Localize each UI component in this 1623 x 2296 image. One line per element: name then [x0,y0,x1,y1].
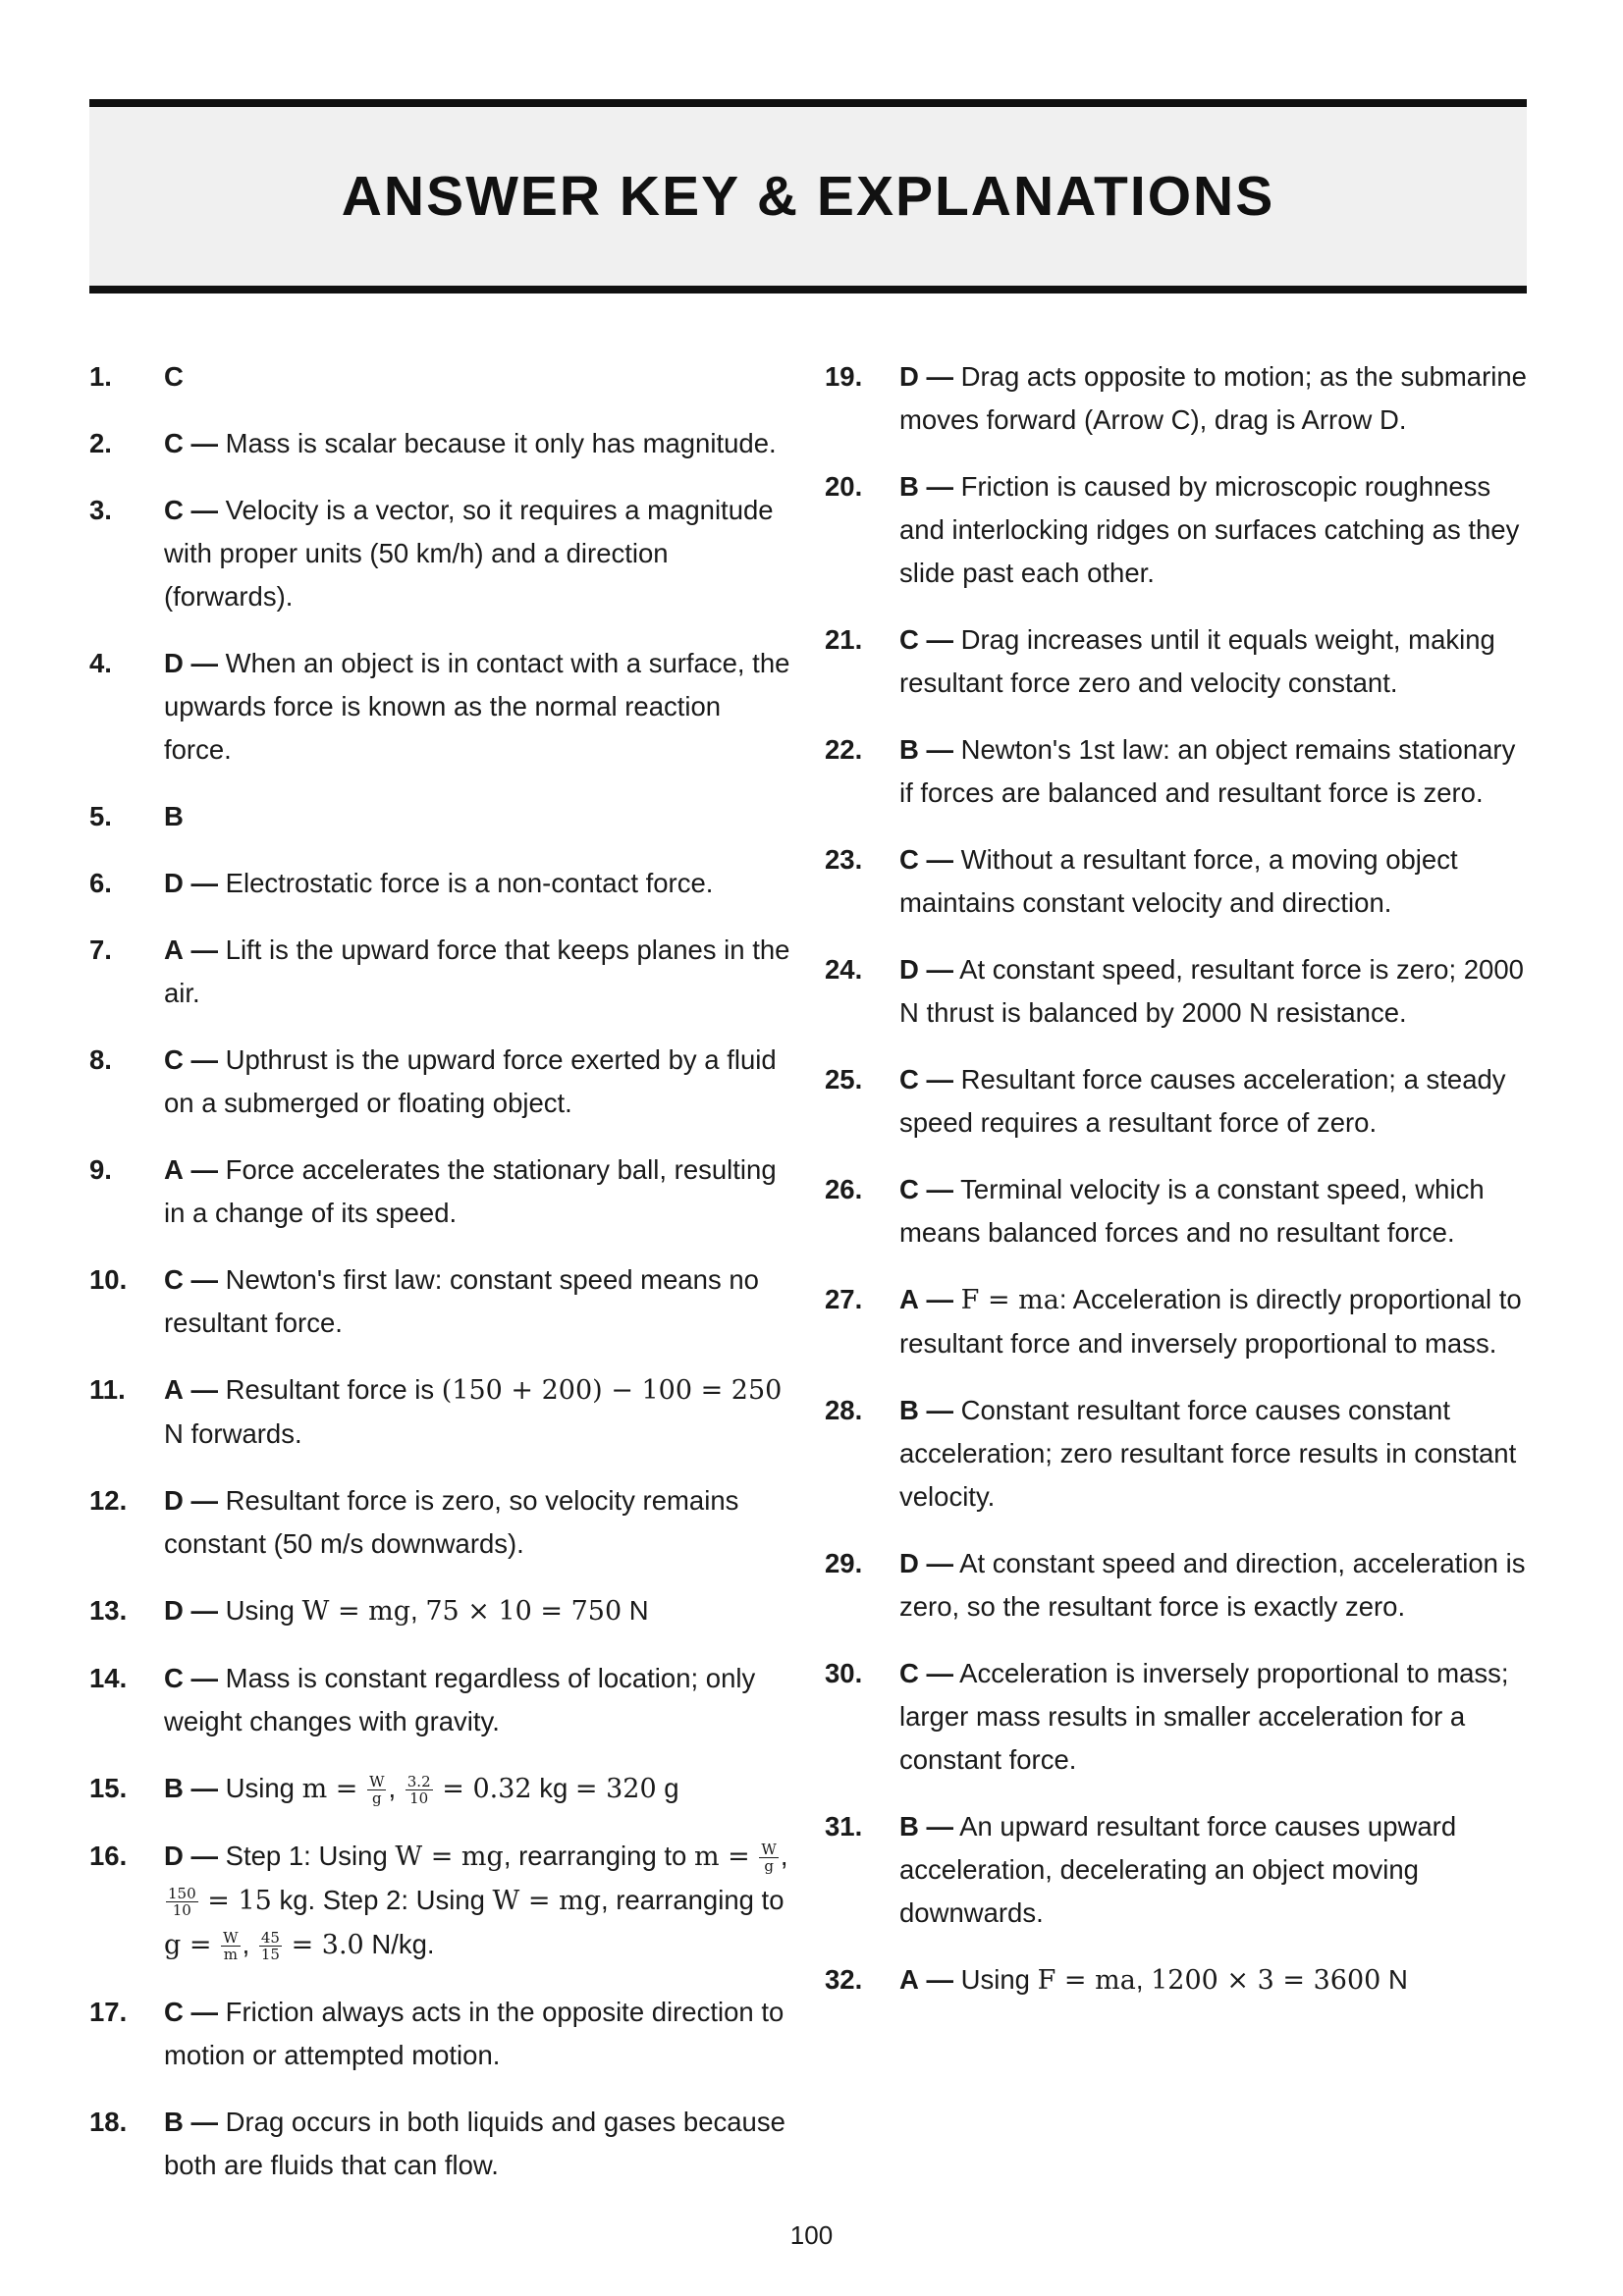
answer-letter: C [164,428,184,458]
answer-letter: C [164,1264,184,1295]
answer-letter: C [899,1064,919,1095]
explanation: Terminal velocity is a constant speed, which means balanced forces and no resultant force. [899,1174,1485,1248]
question-number: 13. [89,1595,128,1626]
answer-letter: C [164,1044,184,1075]
answer-item: 29. D — At constant speed and direction, acceleration is zero, so the resultant force is exactly zero. [825,1542,1527,1629]
answer-item: 2. C — Mass is scalar because it only has magnitude. [89,422,791,465]
question-number: 25. [825,1064,863,1095]
explanation: An upward resultant force causes upward acceleration, decelerating an object moving downwards. [899,1811,1457,1928]
answer-letter: C [899,624,919,655]
math-expression: (150 + 200) − 100 = 250 [441,1375,783,1406]
math-expression: F = ma [1037,1965,1136,1996]
question-number: 5. [89,801,112,831]
math-expression: 1200 × 3 = 3600 [1151,1965,1381,1996]
explanation: F = ma: Acceleration is directly proportional to resultant force and inversely proportional to mass. [899,1284,1522,1359]
answer-item: 18. B — Drag occurs in both liquids and gases because both are fluids that can flow. [89,2101,791,2187]
explanation: Mass is constant regardless of location; only weight changes with gravity. [164,1663,756,1736]
question-number: 31. [825,1811,863,1842]
answer-letter: B [164,1773,184,1803]
answer-item: 15. B — Using m = $\frac{W}{g}$ , $\frac{3.2}{10}$ = 0.32 kg = 320 g [89,1767,791,1811]
explanation: Drag occurs in both liquids and gases because both are fluids that can flow. [164,2107,785,2180]
answer-letter: D [899,1548,919,1578]
answer-item: 4. D — When an object is in contact with a surface, the upwards force is known as the normal reaction force. [89,642,791,772]
question-number: 18. [89,2107,128,2137]
page-title: ANSWER KEY & EXPLANATIONS [341,165,1275,228]
answer-item: 3. C — Velocity is a vector, so it requires a magnitude with proper units (50 km/h) and a direction (forwards). [89,489,791,618]
explanation: When an object is in contact with a surface, the upwards force is known as the normal reaction force. [164,648,790,765]
answer-item: 21. C — Drag increases until it equals weight, making resultant force zero and velocity constant. [825,618,1527,705]
question-number: 23. [825,844,863,875]
explanation: Friction always acts in the opposite direction to motion or attempted motion. [164,1997,784,2070]
explanation: Mass is scalar because it only has magnitude. [225,428,777,458]
answer-letter: C [899,1658,919,1688]
math-expression: 75 × 10 = 750 [425,1596,622,1627]
explanation: Friction is caused by microscopic roughness and interlocking ridges on surfaces catching as they slide past each other. [899,471,1520,588]
question-number: 8. [89,1044,112,1075]
question-number: 1. [89,361,112,392]
question-number: 4. [89,648,112,678]
answer-item: 13. D — Using W = mg, 75 × 10 = 750 N [89,1589,791,1633]
answer-item: 24. D — At constant speed, resultant force is zero; 2000 N thrust is balanced by 2000 N resistance. [825,948,1527,1035]
explanation: Using m = $\frac{W}{g}$ , $\frac{3.2}{10}$ = 0.32 kg = 320 g [225,1773,679,1808]
question-number: 27. [825,1284,863,1314]
answer-letter: D [164,1841,184,1871]
question-number: 10. [89,1264,128,1295]
answer-letter: A [899,1284,919,1314]
answer-item [89,355,791,399]
answer-letter: B [164,801,184,831]
answer-letter: C [899,1174,919,1204]
explanation: At constant speed and direction, acceleration is zero, so the resultant force is exactly zero. [899,1548,1526,1622]
fraction: $\frac{W}{g}$ [761,1841,777,1876]
answer-item: 6. D — Electrostatic force is a non-contact force. [89,862,791,905]
question-number: 7. [89,934,112,965]
question-number: 29. [825,1548,863,1578]
answer-item: 20. B — Friction is caused by microscopic roughness and interlocking ridges on surfaces catching as they slide past each other. [825,465,1527,595]
explanation: Drag increases until it equals weight, making resultant force zero and velocity constant. [899,624,1495,698]
answer-item: 11. A — Resultant force is (150 + 200) − 100 = 250 N forwards. [89,1368,791,1456]
answer-item: 10. C — Newton's first law: constant speed means no resultant force. [89,1258,791,1345]
question-number: 32. [825,1964,863,1995]
question-number: 14. [89,1663,128,1693]
answer-letter: D [899,954,919,985]
question-number: 22. [825,734,863,765]
question-number: 3. [89,495,112,525]
question-number: 11. [89,1374,126,1405]
answer-item: 30. C — Acceleration is inversely proportional to mass; larger mass results in smaller acceleration for a constant force. [825,1652,1527,1782]
question-number: 2. [89,428,112,458]
answer-item [89,795,791,838]
answer-letter: D [164,1595,184,1626]
answer-item: 26. C — Terminal velocity is a constant speed, which means balanced forces and no resultant force. [825,1168,1527,1255]
answer-letter: B [899,734,919,765]
explanation: Force accelerates the stationary ball, resulting in a change of its speed. [164,1154,777,1228]
explanation: Step 1: Using W = mg, rearranging to m = $\frac{W}{g}$ , $\frac{150}{10}$ = 15 kg. Step 2: Using W = mg, rearranging to g = $\frac{W}{m}$ , $\frac{45}{15}$ = 3.0 N/kg. [164,1841,788,1964]
page-number: 100 [789,2220,834,2250]
answer-letter: A [899,1964,919,1995]
explanation: Lift is the upward force that keeps planes in the air. [164,934,790,1008]
answer-item: 7. A — Lift is the upward force that keeps planes in the air. [89,929,791,1015]
explanation: Without a resultant force, a moving object maintains constant velocity and direction. [899,844,1458,918]
question-number: 26. [825,1174,863,1204]
explanation: Newton's 1st law: an object remains stationary if forces are balanced and resultant force is zero. [899,734,1516,808]
math-expression: F = ma [960,1285,1059,1315]
answer-letter: B [899,471,919,502]
explanation: Velocity is a vector, so it requires a magnitude with proper units (50 km/h) and a direction (forwards). [164,495,774,612]
question-number: 6. [89,868,112,898]
explanation: Drag acts opposite to motion; as the submarine moves forward (Arrow C), drag is Arrow D. [899,361,1527,435]
question-number: 12. [89,1485,128,1516]
answer-item: 14. C — Mass is constant regardless of location; only weight changes with gravity. [89,1657,791,1743]
question-number: 30. [825,1658,863,1688]
answer-letter: B [899,1395,919,1425]
explanation: Using W = mg, 75 × 10 = 750 N [225,1595,649,1627]
answer-column-left [89,355,791,2211]
answer-letter: A [164,934,184,965]
question-number: 15. [89,1773,128,1803]
answer-letter: C [164,1663,184,1693]
fraction: $\frac{W}{m}$ [223,1929,239,1964]
fraction: $\frac{150}{10}$ [168,1885,196,1920]
question-number: 9. [89,1154,112,1185]
question-number: 16. [89,1841,128,1871]
answer-item: 25. C — Resultant force causes acceleration; a steady speed requires a resultant force of zero. [825,1058,1527,1145]
answer-item: 12. D — Resultant force is zero, so velocity remains constant (50 m/s downwards). [89,1479,791,1566]
answer-item: 28. B — Constant resultant force causes constant acceleration; zero resultant force results in constant velocity. [825,1389,1527,1519]
answer-item: 9. A — Force accelerates the stationary ball, resulting in a change of its speed. [89,1148,791,1235]
explanation: Electrostatic force is a non-contact force. [225,868,714,898]
fraction: $\frac{W}{g}$ [369,1773,385,1808]
answer-letter: B [164,2107,184,2137]
explanation: Upthrust is the upward force exerted by a fluid on a submerged or floating object. [164,1044,777,1118]
answer-letter: C [899,844,919,875]
question-number: 28. [825,1395,863,1425]
question-number: 24. [825,954,863,985]
explanation: Resultant force is (150 + 200) − 100 = 250 N forwards. [164,1374,783,1449]
title-banner [89,99,1527,294]
question-number: 20. [825,471,863,502]
explanation: Resultant force causes acceleration; a steady speed requires a resultant force of zero. [899,1064,1506,1138]
explanation: Newton's first law: constant speed means no resultant force. [164,1264,759,1338]
answer-column-right [825,355,1527,2026]
answer-letter: C [164,361,184,392]
answer-item: 8. C — Upthrust is the upward force exerted by a fluid on a submerged or floating object. [89,1039,791,1125]
question-number: 21. [825,624,863,655]
answer-item: 27. A — F = ma: Acceleration is directly proportional to resultant force and inversely proportional to mass. [825,1278,1527,1365]
answer-item: 22. B — Newton's 1st law: an object remains stationary if forces are balanced and resultant force is zero. [825,728,1527,815]
answer-item: 23. C — Without a resultant force, a moving object maintains constant velocity and direction. [825,838,1527,925]
explanation: Acceleration is inversely proportional to mass; larger mass results in smaller acceleration for a constant force. [899,1658,1509,1775]
answer-letter: D [164,868,184,898]
explanation: At constant speed, resultant force is zero; 2000 N thrust is balanced by 2000 N resistance. [899,954,1524,1028]
answer-item: 31. B — An upward resultant force causes upward acceleration, decelerating an object moving downwards. [825,1805,1527,1935]
explanation: Resultant force is zero, so velocity remains constant (50 m/s downwards). [164,1485,739,1559]
question-number: 19. [825,361,863,392]
answer-letter: A [164,1374,184,1405]
fraction: $\frac{3.2}{10}$ [406,1773,431,1808]
explanation: Constant resultant force causes constant acceleration; zero resultant force results in constant velocity. [899,1395,1517,1512]
answer-letter: D [164,1485,184,1516]
answer-letter: B [899,1811,919,1842]
explanation: Using F = ma, 1200 × 3 = 3600 N [960,1964,1408,1996]
answer-item: 16. D — Step 1: Using W = mg, rearranging to m = $\frac{W}{g}$ , $\frac{150}{10}$ = 15 kg. Step 2: Using W = mg, rearranging to g = $\frac{W}{m}$ , $\frac{45}{15}$ = 3.0 N/kg. [89,1835,791,1967]
math-expression: W = mg [301,1596,411,1627]
answer-letter: D [899,361,919,392]
answer-item: 32. A — Using F = ma, 1200 × 3 = 3600 N [825,1958,1527,2002]
answer-letter: A [164,1154,184,1185]
answer-item: 19. D — Drag acts opposite to motion; as the submarine moves forward (Arrow C), drag is Arrow D. [825,355,1527,442]
fraction: $\frac{45}{15}$ [260,1929,280,1964]
question-number: 17. [89,1997,128,2027]
answer-letter: C [164,495,184,525]
answer-letter: D [164,648,184,678]
answer-item: 17. C — Friction always acts in the opposite direction to motion or attempted motion. [89,1991,791,2077]
answer-letter: C [164,1997,184,2027]
math-expression: m = [301,1774,358,1804]
